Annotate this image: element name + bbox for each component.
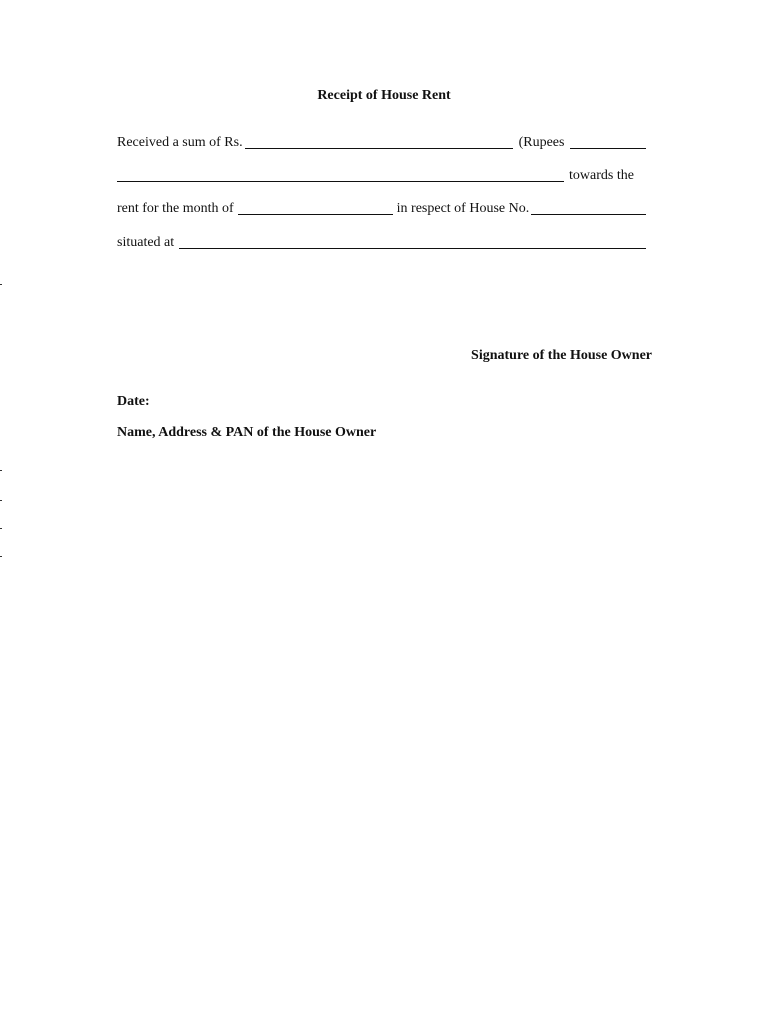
owner-details-label: Name, Address & PAN of the House Owner xyxy=(117,425,377,440)
amount-figures-blank[interactable] xyxy=(245,134,513,149)
margin-mark xyxy=(0,528,2,529)
margin-mark xyxy=(0,284,2,285)
house-no-blank[interactable] xyxy=(531,200,646,215)
address-blank[interactable] xyxy=(179,234,646,249)
rent-month-line xyxy=(117,200,646,218)
situated-at-line xyxy=(117,234,646,252)
rent-month-label: rent for the month of xyxy=(117,201,234,216)
house-no-label: in respect of House No. xyxy=(396,201,530,216)
margin-mark xyxy=(0,500,2,501)
amount-words-blank-2[interactable] xyxy=(117,167,564,182)
received-sum-line xyxy=(117,134,646,152)
received-sum-label: Received a sum of Rs. xyxy=(117,135,243,150)
amount-words-line xyxy=(117,167,646,185)
document-title: Receipt of House Rent xyxy=(317,88,451,103)
signature-label: Signature of the House Owner xyxy=(471,348,652,363)
margin-mark xyxy=(0,556,2,557)
rupees-label: (Rupees xyxy=(518,135,565,150)
month-blank[interactable] xyxy=(238,200,393,215)
situated-at-label: situated at xyxy=(117,235,175,250)
margin-mark xyxy=(0,470,2,471)
amount-words-blank-1[interactable] xyxy=(570,134,646,149)
towards-the-label: towards the xyxy=(569,168,634,183)
date-label: Date: xyxy=(117,394,150,409)
